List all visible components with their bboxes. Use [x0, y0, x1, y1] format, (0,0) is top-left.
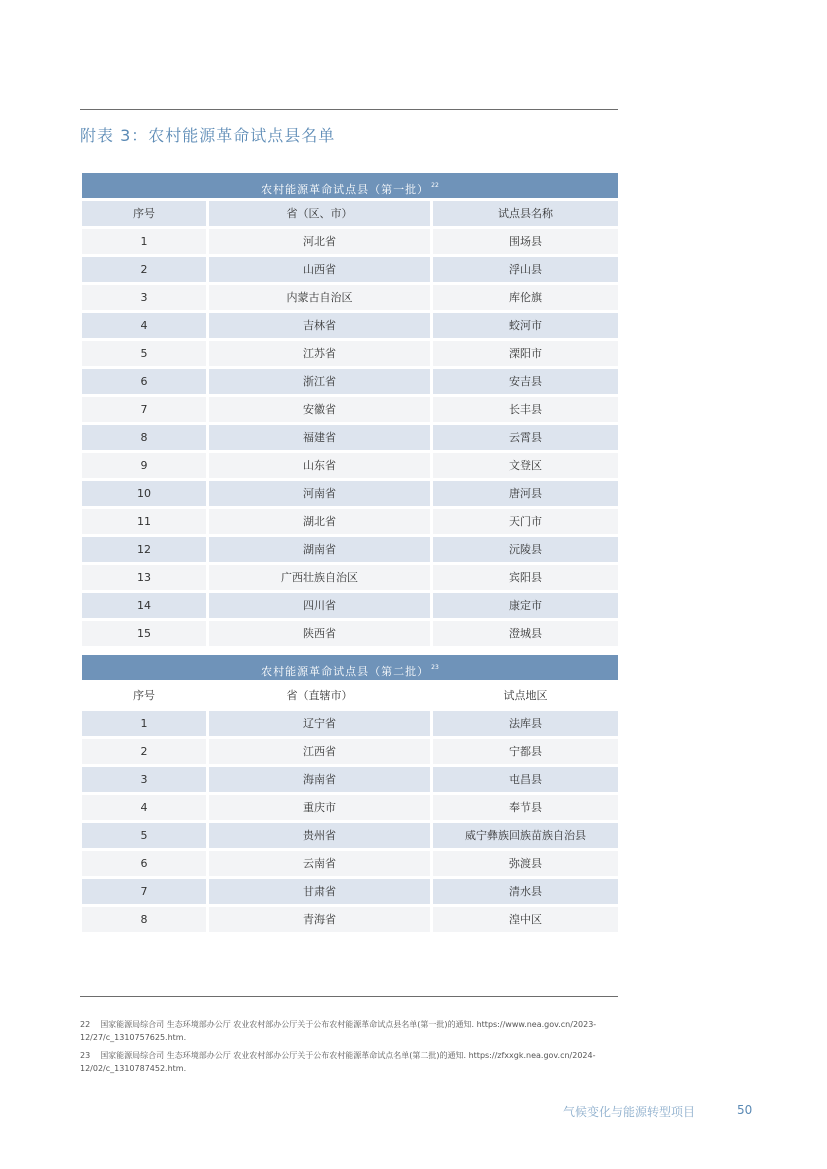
cell-province: 福建省: [209, 425, 430, 450]
table-row: [82, 285, 618, 310]
cell-county: 威宁彝族回族苗族自治县: [433, 823, 618, 848]
cell-province: 湖北省: [209, 509, 430, 534]
cell-county: 清水县: [433, 879, 618, 904]
cell-index: 4: [82, 795, 206, 820]
cell-province: 云南省: [209, 851, 430, 876]
cell-county: 溧阳市: [433, 341, 618, 366]
cell-county: 浮山县: [433, 257, 618, 282]
cell-county: 沅陵县: [433, 537, 618, 562]
header-province: 省（直辖市）: [209, 683, 430, 708]
header-index: 序号: [82, 201, 206, 226]
table-row: [82, 369, 618, 394]
cell-county: 唐河县: [433, 481, 618, 506]
table-row: [82, 795, 618, 820]
footnote-number: 22: [80, 1020, 91, 1029]
table-body: [82, 229, 618, 646]
table-row: [82, 711, 618, 736]
table-header-row: [82, 683, 618, 708]
cell-county: 天门市: [433, 509, 618, 534]
cell-index: 1: [82, 229, 206, 254]
cell-index: 9: [82, 453, 206, 478]
cell-province: 内蒙古自治区: [209, 285, 430, 310]
table-banner-label: 农村能源革命试点县（第一批）: [261, 183, 430, 196]
cell-index: 15: [82, 621, 206, 646]
cell-province: 青海省: [209, 907, 430, 932]
footnote: [80, 1049, 620, 1075]
footnote-text: 国家能源局综合司 生态环境部办公厅 农业农村部办公厅关于公布农村能源革命试点名单(第二批)的通知. https://zfxxgk.nea.gov.cn/2024-12/02/c_1310787452.htm.: [80, 1051, 596, 1073]
table-row: [82, 851, 618, 876]
page-number: 50: [737, 1103, 753, 1117]
table-row: [82, 397, 618, 422]
cell-province: 海南省: [209, 767, 430, 792]
cell-index: 5: [82, 823, 206, 848]
cell-index: 7: [82, 397, 206, 422]
cell-province: 浙江省: [209, 369, 430, 394]
table-row: [82, 907, 618, 932]
cell-province: 四川省: [209, 593, 430, 618]
cell-index: 1: [82, 711, 206, 736]
cell-county: 长丰县: [433, 397, 618, 422]
table-row: [82, 313, 618, 338]
footnote: [80, 1018, 620, 1044]
table-row: [82, 593, 618, 618]
cell-index: 12: [82, 537, 206, 562]
cell-index: 13: [82, 565, 206, 590]
cell-province: 江苏省: [209, 341, 430, 366]
cell-county: 屯昌县: [433, 767, 618, 792]
cell-county: 宁都县: [433, 739, 618, 764]
cell-county: 湟中区: [433, 907, 618, 932]
cell-index: 3: [82, 767, 206, 792]
footnote-ref: 22: [431, 182, 439, 189]
cell-province: 吉林省: [209, 313, 430, 338]
cell-index: 5: [82, 341, 206, 366]
pilot-county-table-batch-1: [82, 173, 618, 649]
header-county: 试点县名称: [433, 201, 618, 226]
cell-province: 山东省: [209, 453, 430, 478]
cell-county: 云霄县: [433, 425, 618, 450]
header-county: 试点地区: [433, 683, 618, 708]
cell-province: 河北省: [209, 229, 430, 254]
cell-province: 安徽省: [209, 397, 430, 422]
cell-index: 6: [82, 851, 206, 876]
table-row: [82, 257, 618, 282]
footnote-divider: [80, 996, 618, 997]
cell-county: 文登区: [433, 453, 618, 478]
page-title: 附表 3：农村能源革命试点县名单: [80, 126, 336, 145]
cell-county: 奉节县: [433, 795, 618, 820]
cell-county: 安吉县: [433, 369, 618, 394]
table-banner: [82, 655, 618, 680]
header-index: 序号: [82, 683, 206, 708]
cell-county: 弥渡县: [433, 851, 618, 876]
table-row: [82, 453, 618, 478]
table-row: [82, 823, 618, 848]
table-row: [82, 229, 618, 254]
pilot-county-table-batch-2: [82, 655, 618, 935]
cell-index: 8: [82, 907, 206, 932]
table-row: [82, 879, 618, 904]
cell-index: 2: [82, 739, 206, 764]
cell-province: 山西省: [209, 257, 430, 282]
cell-county: 蛟河市: [433, 313, 618, 338]
table-row: [82, 509, 618, 534]
cell-county: 康定市: [433, 593, 618, 618]
cell-index: 7: [82, 879, 206, 904]
table-row: [82, 537, 618, 562]
table-row: [82, 739, 618, 764]
cell-index: 2: [82, 257, 206, 282]
table-body: [82, 711, 618, 932]
cell-province: 河南省: [209, 481, 430, 506]
footnote-text: 国家能源局综合司 生态环境部办公厅 农业农村部办公厅关于公布农村能源革命试点县名单(第一批)的通知. https://www.nea.gov.cn/2023-12/27/c_1310757625.htm.: [80, 1020, 597, 1042]
cell-province: 湖南省: [209, 537, 430, 562]
footer-project-name: 气候变化与能源转型项目: [563, 1105, 696, 1119]
cell-province: 辽宁省: [209, 711, 430, 736]
cell-index: 14: [82, 593, 206, 618]
table-banner: [82, 173, 618, 198]
cell-index: 11: [82, 509, 206, 534]
cell-province: 甘肃省: [209, 879, 430, 904]
cell-county: 围场县: [433, 229, 618, 254]
cell-index: 8: [82, 425, 206, 450]
cell-province: 贵州省: [209, 823, 430, 848]
cell-county: 澄城县: [433, 621, 618, 646]
cell-county: 法库县: [433, 711, 618, 736]
cell-province: 重庆市: [209, 795, 430, 820]
footnote-number: 23: [80, 1051, 91, 1060]
table-banner-label: 农村能源革命试点县（第二批）: [261, 665, 430, 678]
table-row: [82, 425, 618, 450]
cell-province: 陕西省: [209, 621, 430, 646]
cell-index: 4: [82, 313, 206, 338]
footnote-ref: 23: [431, 664, 439, 671]
table-header-row: [82, 201, 618, 226]
cell-index: 6: [82, 369, 206, 394]
table-row: [82, 621, 618, 646]
table-row: [82, 767, 618, 792]
cell-province: 江西省: [209, 739, 430, 764]
table-row: [82, 565, 618, 590]
top-divider: [80, 109, 618, 110]
header-province: 省（区、市）: [209, 201, 430, 226]
cell-province: 广西壮族自治区: [209, 565, 430, 590]
cell-index: 10: [82, 481, 206, 506]
cell-county: 宾阳县: [433, 565, 618, 590]
table-row: [82, 481, 618, 506]
cell-index: 3: [82, 285, 206, 310]
cell-county: 库伦旗: [433, 285, 618, 310]
table-row: [82, 341, 618, 366]
